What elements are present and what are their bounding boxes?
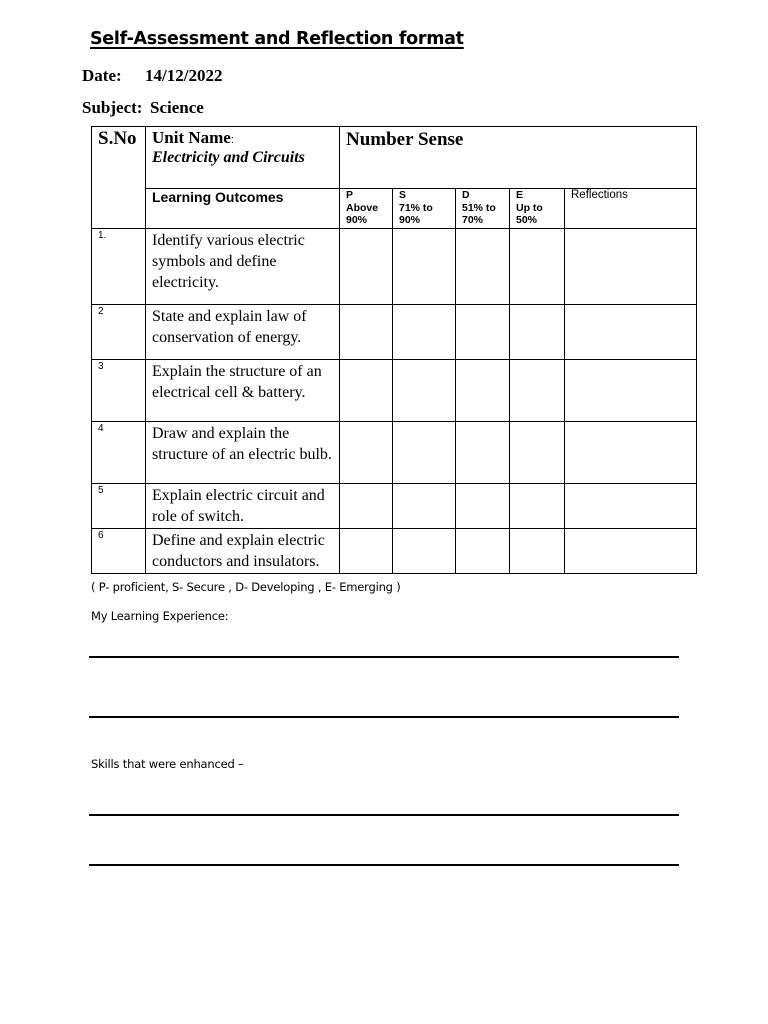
grade-e-cell[interactable] [510, 229, 565, 305]
row-number: 3 [92, 360, 146, 422]
date-value: 14/12/2022 [145, 66, 223, 85]
topic-title: Number Sense [340, 127, 697, 189]
grade-s-cell[interactable] [393, 229, 456, 305]
reflection-cell[interactable] [565, 484, 697, 529]
grade-e-cell[interactable] [510, 484, 565, 529]
skills-enhanced-label: Skills that were enhanced – [91, 757, 244, 771]
grade-d-cell[interactable] [456, 360, 510, 422]
grade-p-cell[interactable] [340, 529, 393, 574]
grade-code: E [516, 189, 524, 201]
grade-e-cell[interactable] [510, 360, 565, 422]
unit-name-cell [146, 127, 340, 189]
subject-row [82, 98, 204, 118]
subject-label: Subject: [82, 98, 143, 117]
grade-code: D [462, 189, 470, 201]
date-label: Date: [82, 66, 122, 85]
grade-code: P [346, 189, 354, 201]
assessment-table [91, 126, 697, 574]
learning-outcome: State and explain law of conservation of energy. [146, 305, 340, 360]
table-row [92, 360, 697, 422]
table-row [92, 529, 697, 574]
row-number: 6 [92, 529, 146, 574]
grade-e-cell[interactable] [510, 529, 565, 574]
grade-header-p [340, 189, 393, 229]
reflection-cell[interactable] [565, 305, 697, 360]
table-row [92, 422, 697, 484]
grade-p-cell[interactable] [340, 360, 393, 422]
grade-d-cell[interactable] [456, 422, 510, 484]
grade-p-cell[interactable] [340, 229, 393, 305]
grade-e-cell[interactable] [510, 422, 565, 484]
grade-desc: Up to 50% [516, 201, 543, 226]
unit-name-colon: : [230, 134, 234, 146]
grade-d-cell[interactable] [456, 229, 510, 305]
learning-experience-line-1[interactable] [89, 656, 679, 658]
learning-outcomes-header: Learning Outcomes [146, 189, 340, 229]
date-row [82, 66, 222, 86]
grade-header-d [456, 189, 510, 229]
grade-header-s [393, 189, 456, 229]
grade-d-cell[interactable] [456, 305, 510, 360]
grade-s-cell[interactable] [393, 305, 456, 360]
learning-outcome: Explain electric circuit and role of switch. [146, 484, 340, 529]
table-row [92, 484, 697, 529]
grade-p-cell[interactable] [340, 305, 393, 360]
grade-desc: Above 90% [346, 201, 379, 226]
grade-d-cell[interactable] [456, 484, 510, 529]
row-number: 5 [92, 484, 146, 529]
page-title: Self-Assessment and Reflection format [90, 29, 464, 49]
table-row [92, 229, 697, 305]
row-number: 2 [92, 305, 146, 360]
unit-name-label: Unit Name [152, 128, 231, 147]
learning-outcome: Draw and explain the structure of an electric bulb. [146, 422, 340, 484]
grade-s-cell[interactable] [393, 422, 456, 484]
skills-line-1[interactable] [89, 814, 679, 816]
learning-outcome: Define and explain electric conductors and insulators. [146, 529, 340, 574]
grade-code: S [399, 189, 407, 201]
learning-experience-label: My Learning Experience: [91, 609, 229, 623]
unit-name-value: Electricity and Circuits [152, 149, 305, 166]
grade-s-cell[interactable] [393, 529, 456, 574]
reflections-header: Reflections [565, 189, 697, 229]
grade-desc: 51% to 70% [462, 201, 496, 226]
skills-line-2[interactable] [89, 864, 679, 866]
grade-e-cell[interactable] [510, 305, 565, 360]
grade-s-cell[interactable] [393, 484, 456, 529]
reflection-cell[interactable] [565, 229, 697, 305]
subject-value: Science [150, 98, 204, 117]
learning-experience-line-2[interactable] [89, 716, 679, 718]
grade-legend: ( P- proficient, S- Secure , D- Developing , E- Emerging ) [91, 580, 401, 594]
grade-header-e [510, 189, 565, 229]
learning-outcome: Identify various electric symbols and define electricity. [146, 229, 340, 305]
grade-p-cell[interactable] [340, 484, 393, 529]
learning-outcome: Explain the structure of an electrical cell & battery. [146, 360, 340, 422]
row-number: 1. [92, 229, 146, 305]
reflection-cell[interactable] [565, 422, 697, 484]
grade-s-cell[interactable] [393, 360, 456, 422]
reflection-cell[interactable] [565, 360, 697, 422]
row-number: 4 [92, 422, 146, 484]
grade-p-cell[interactable] [340, 422, 393, 484]
table-row [92, 305, 697, 360]
grade-desc: 71% to 90% [399, 201, 433, 226]
sno-header: S.No [92, 127, 146, 229]
grade-d-cell[interactable] [456, 529, 510, 574]
reflection-cell[interactable] [565, 529, 697, 574]
